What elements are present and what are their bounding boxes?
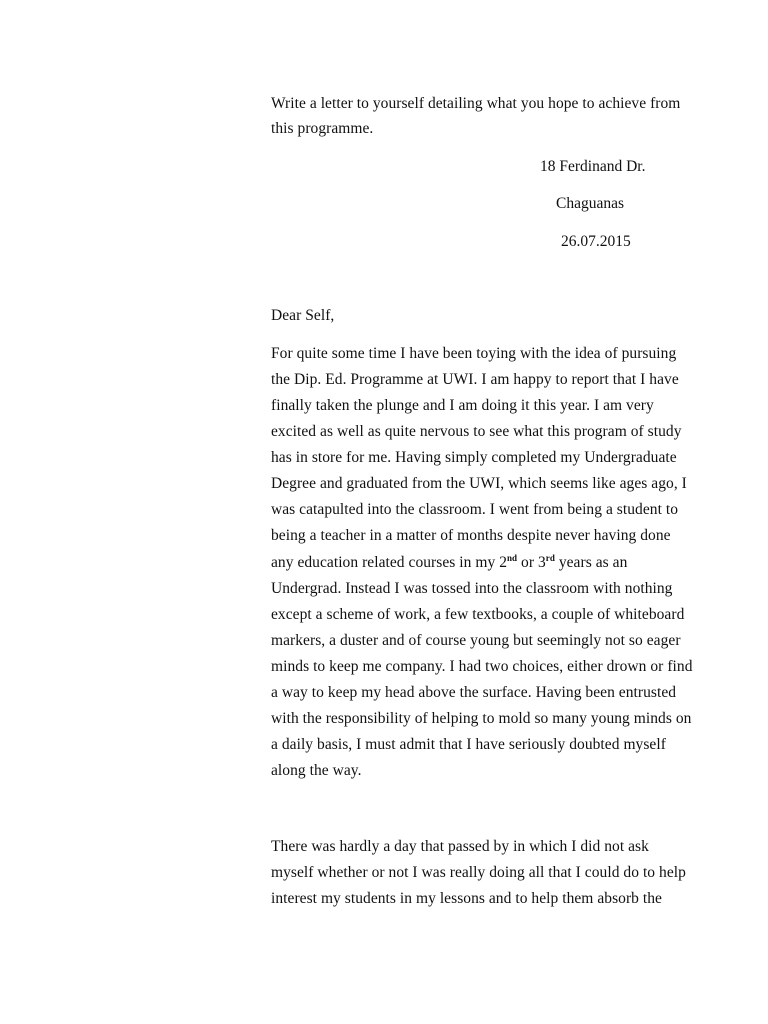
prompt-line-1: Write a letter to yourself detailing what you hope to achieve from <box>271 95 681 112</box>
line-text: any education related courses in my 2 <box>271 554 507 571</box>
address-street: 18 Ferdinand Dr. <box>540 158 646 175</box>
paragraph1-line-superscripts <box>271 553 627 573</box>
address-date: 26.07.2015 <box>561 233 631 250</box>
paragraph1-line: being a teacher in a matter of months despite never having done <box>271 527 671 544</box>
ordinal-superscript: rd <box>545 552 555 563</box>
paragraph1-line: was catapulted into the classroom. I went from being a student to <box>271 501 679 518</box>
paragraph1-line: along the way. <box>271 762 362 779</box>
paragraph2-line: myself whether or not I was really doing all that I could do to help <box>271 864 686 881</box>
paragraph1-line: markers, a duster and of course young but seemingly not so eager <box>271 632 681 649</box>
paragraph1-line: a way to keep my head above the surface. Having been entrusted <box>271 684 677 701</box>
paragraph1-line: finally taken the plunge and I am doing it this year. I am very <box>271 397 654 414</box>
paragraph1-line: For quite some time I have been toying with the idea of pursuing <box>271 345 677 362</box>
line-text: years as an <box>554 554 628 571</box>
paragraph1-line: has in store for me. Having simply completed my Undergraduate <box>271 449 677 466</box>
paragraph1-line: Undergrad. Instead I was tossed into the classroom with nothing <box>271 580 673 597</box>
paragraph1-line: excited as well as quite nervous to see what this program of study <box>271 423 682 440</box>
paragraph1-line: the Dip. Ed. Programme at UWI. I am happy to report that I have <box>271 371 679 388</box>
prompt-line-2: this programme. <box>271 120 374 137</box>
paragraph2-line: interest my students in my lessons and to help them absorb the <box>271 890 662 907</box>
address-town: Chaguanas <box>556 195 625 212</box>
line-text: or 3 <box>517 554 546 571</box>
paragraph1-line: except a scheme of work, a few textbooks, a couple of whiteboard <box>271 606 685 623</box>
paragraph1-line: with the responsibility of helping to mold so many young minds on <box>271 710 692 727</box>
ordinal-superscript: nd <box>507 552 518 563</box>
paragraph2-line: There was hardly a day that passed by in which I did not ask <box>271 838 649 855</box>
paragraph1-line: a daily basis, I must admit that I have seriously doubted myself <box>271 736 666 753</box>
paragraph1-line: Degree and graduated from the UWI, which seems like ages ago, I <box>271 475 687 492</box>
paragraph1-line: minds to keep me company. I had two choices, either drown or find <box>271 658 693 675</box>
salutation: Dear Self, <box>271 307 335 324</box>
